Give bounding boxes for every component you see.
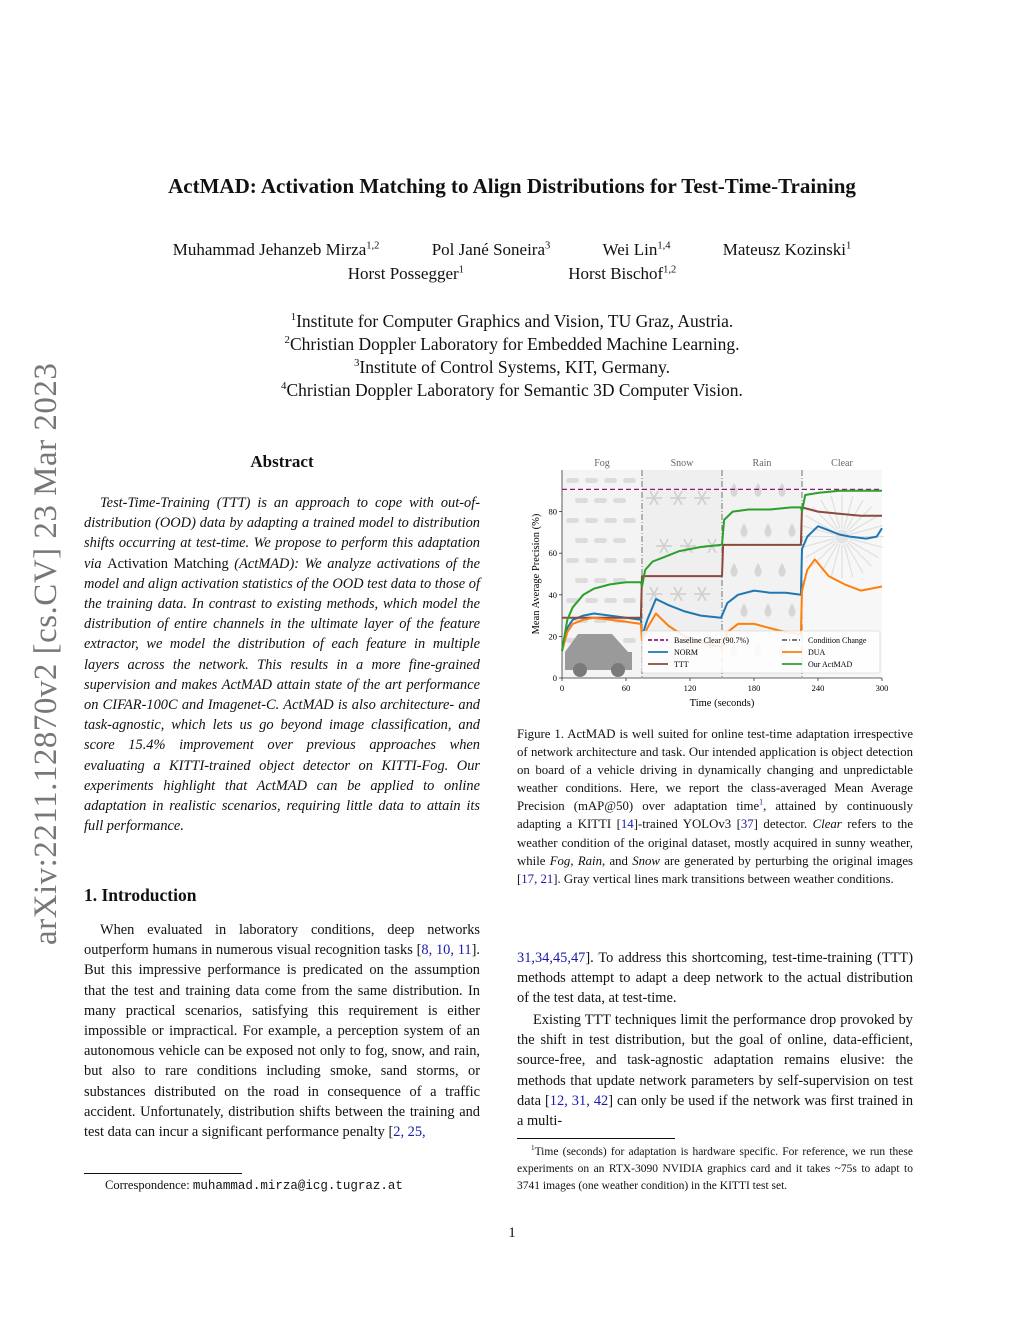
footnote: $^1$Time (seconds) for adaptation is hardware specific. For reference, we run these experiments on an RTX-3090 NVIDIA graphics card and it takes ~75s to adapt to 3741 images (one weather condition) in the KITTI test set. <box>517 1144 913 1192</box>
fog-bar-icon <box>585 478 598 483</box>
correspondence-note: Correspondence: muhammad.mirza@icg.tugraz.at <box>105 1178 403 1193</box>
citation-link[interactable]: 12, 31, 42 <box>549 1092 609 1109</box>
x-tick-label: 120 <box>683 683 697 693</box>
fog-bar-icon <box>623 558 636 563</box>
abstract-heading: Abstract <box>250 452 314 471</box>
abstract-text: Test-Time-Training (TTT) is an approach to cope with out-of-distribution (OOD) data by adapting a trained model to distribution shifts occurring at test-time. We propose to perform this adaptation via Activation Matching (ActMAD): We analyze activations of the model and align activation statistics of the OOD test data to those of the training data. In contrast to existing methods, which model the distribution of entire channels in the ultimate layer of the feature extractor, we model the distribution of each feature in multiple layers across the network. This results in a more fine-grained supervision and makes ActMAD attain state of the art performance on CIFAR-100C and Imagenet-C. ActMAD is also architecture- and task-agnostic, which lets us go beyond image classification, and score 15.4% improvement over previous approaches when evaluating a KITTI-trained object detector on KITTI-Fog. Our experiments highlight that ActMAD can be applied to online adaptation in realistic scenarios, requiring little data to attain its full performance. <box>84 495 480 835</box>
fog-bar-icon <box>566 518 579 523</box>
legend-label: Condition Change <box>808 636 867 645</box>
fog-bar-icon <box>594 498 607 503</box>
fog-bar-icon <box>566 558 579 563</box>
affiliation: $^2$Christian Doppler Laboratory for Embedded Machine Learning. <box>284 334 740 354</box>
affiliation: $^1$Institute for Computer Graphics and Vision, TU Graz, Austria. <box>290 311 734 331</box>
y-axis-label: Mean Average Precision (%) <box>531 513 542 635</box>
fog-bar-icon <box>623 478 636 483</box>
citation-link[interactable]: 37 <box>740 817 754 832</box>
y-tick-label: 40 <box>548 589 557 600</box>
legend-label: NORM <box>674 648 699 657</box>
figure-1-chart <box>522 448 902 713</box>
intro-paragraph: Existing TTT techniques limit the performance drop provoked by the shift in test distribution, but the goal of online, data-efficient, source-free, and task-agnostic adaptation remains elusive: the methods that update network parameters by self-supervision on test data [12, 31, 42] can only be used if the network was first trained in a multi- <box>517 1012 914 1130</box>
author: Horst Bischof$^{1,2}$ <box>568 264 677 283</box>
fog-bar-icon <box>623 598 636 603</box>
footnote-divider <box>517 1138 675 1139</box>
correspondence-email[interactable]: muhammad.mirza@icg.tugraz.at <box>192 1179 403 1193</box>
citation-link[interactable]: 2, 25, <box>393 1124 426 1141</box>
affiliation: $^4$Christian Doppler Laboratory for Semantic 3D Computer Vision. <box>281 380 743 400</box>
fog-bar-icon <box>623 638 636 643</box>
paper-title: ActMAD: Activation Matching to Align Distributions for Test-Time-Training <box>168 174 856 198</box>
fog-bar-icon <box>604 478 617 483</box>
y-tick-label: 0 <box>552 673 557 683</box>
fog-bar-icon <box>604 558 617 563</box>
author: Wei Lin$^{1,4}$ <box>602 240 671 259</box>
arxiv-identifier: arXiv:2211.12870v2 [cs.CV] 23 Mar 2023 <box>28 362 64 945</box>
x-tick-label: 240 <box>811 683 825 693</box>
fog-bar-icon <box>575 498 588 503</box>
fog-bar-icon <box>604 518 617 523</box>
citation-link[interactable]: 17, 21 <box>521 871 554 886</box>
fog-bar-icon <box>585 598 598 603</box>
intro-paragraph: When evaluated in laboratory conditions, deep networks outperform humans in numerous visual recognition tasks [8, 10, 11]. But this impressive performance is predicated on the assumption that the test and training data come from the same distribution. In many practical scenarios, satisfying this requirement is either impossible or impractical. For example, a perception system of an autonomous vehicle can be exposed not only to fog, snow, and rain, but also to rare conditions including smoke, sand storms, or substances distributed on the road in consequence of a traffic accident. Unfortunately, distribution shifts between the training and test data can incur a significant performance penalty [2, 25, <box>84 922 480 1141</box>
fog-bar-icon <box>594 578 607 583</box>
x-axis-label: Time (seconds) <box>689 698 755 709</box>
author: Mateusz Kozinski$^1$ <box>722 240 852 259</box>
legend-label: Baseline Clear (90.7%) <box>674 636 749 645</box>
fog-bar-icon <box>613 538 626 543</box>
condition-label: Rain <box>752 458 772 469</box>
chart-legend <box>642 631 880 673</box>
x-tick-label: 300 <box>875 683 889 693</box>
author-line-2 <box>0 264 1024 284</box>
x-tick-label: 0 <box>559 683 565 693</box>
legend-label: TTT <box>674 660 689 669</box>
fog-bar-icon <box>585 518 598 523</box>
author: Muhammad Jehanzeb Mirza$^{1,2}$ <box>172 240 380 259</box>
figure-caption: Figure 1. ActMAD is well suited for online test-time adaptation irrespective of network architecture and task. Our intended application is object detection on board of a vehicle driving in dynamically changing and unpredictable weather conditions. Here, we report the class-averaged Mean Average Precision (mAP@50) over adaptation time$^1$, attained by continuously adapting a KITTI [14]-trained YOLOv3 [37] detector. Clear refers to the weather condition of the original dataset, mostly acquired in sunny weather, while Fog, Rain, and Snow are generated by perturbing the original images [17, 21]. Gray vertical lines mark transitions between weather conditions. <box>517 727 914 886</box>
page-number: 1 <box>508 1225 516 1241</box>
x-tick-label: 180 <box>747 683 761 693</box>
car-wheel <box>611 663 625 677</box>
citation-link[interactable]: 8, 10, 11 <box>421 942 472 959</box>
legend-label: DUA <box>808 648 826 657</box>
author: Pol Jané Soneira$^3$ <box>431 240 551 259</box>
intro-paragraph-continued: 31,34,45,47]. To address this shortcoming, test-time-training (TTT) methods attempt to adapt a deep network to the actual distribution of the test data, at test-time. <box>517 950 913 1007</box>
fog-bar-icon <box>623 518 636 523</box>
condition-label: Snow <box>670 458 694 469</box>
car-wheel <box>573 663 587 677</box>
fog-bar-icon <box>594 538 607 543</box>
affiliation: $^3$Institute of Control Systems, KIT, Germany. <box>353 357 670 377</box>
x-tick-label: 60 <box>621 683 631 693</box>
condition-label: Fog <box>594 458 610 469</box>
citation-link[interactable]: 14 <box>620 817 634 832</box>
author: Horst Possegger$^1$ <box>347 264 464 283</box>
legend-label: Our ActMAD <box>808 660 853 669</box>
condition-label: Clear <box>831 458 853 469</box>
fog-bar-icon <box>575 538 588 543</box>
fog-bar-icon <box>585 558 598 563</box>
fog-bar-icon <box>613 498 626 503</box>
y-tick-label: 60 <box>548 548 557 559</box>
author-line-1 <box>0 240 1024 260</box>
citation-link[interactable]: 31,34,45,47 <box>517 950 586 966</box>
fog-bar-icon <box>575 578 588 583</box>
footnote-divider <box>84 1173 242 1174</box>
y-tick-label: 20 <box>548 631 557 642</box>
y-tick-label: 80 <box>548 506 557 517</box>
fog-bar-icon <box>566 478 579 483</box>
section-heading-introduction: 1. Introduction <box>84 885 197 905</box>
fog-bar-icon <box>604 598 617 603</box>
